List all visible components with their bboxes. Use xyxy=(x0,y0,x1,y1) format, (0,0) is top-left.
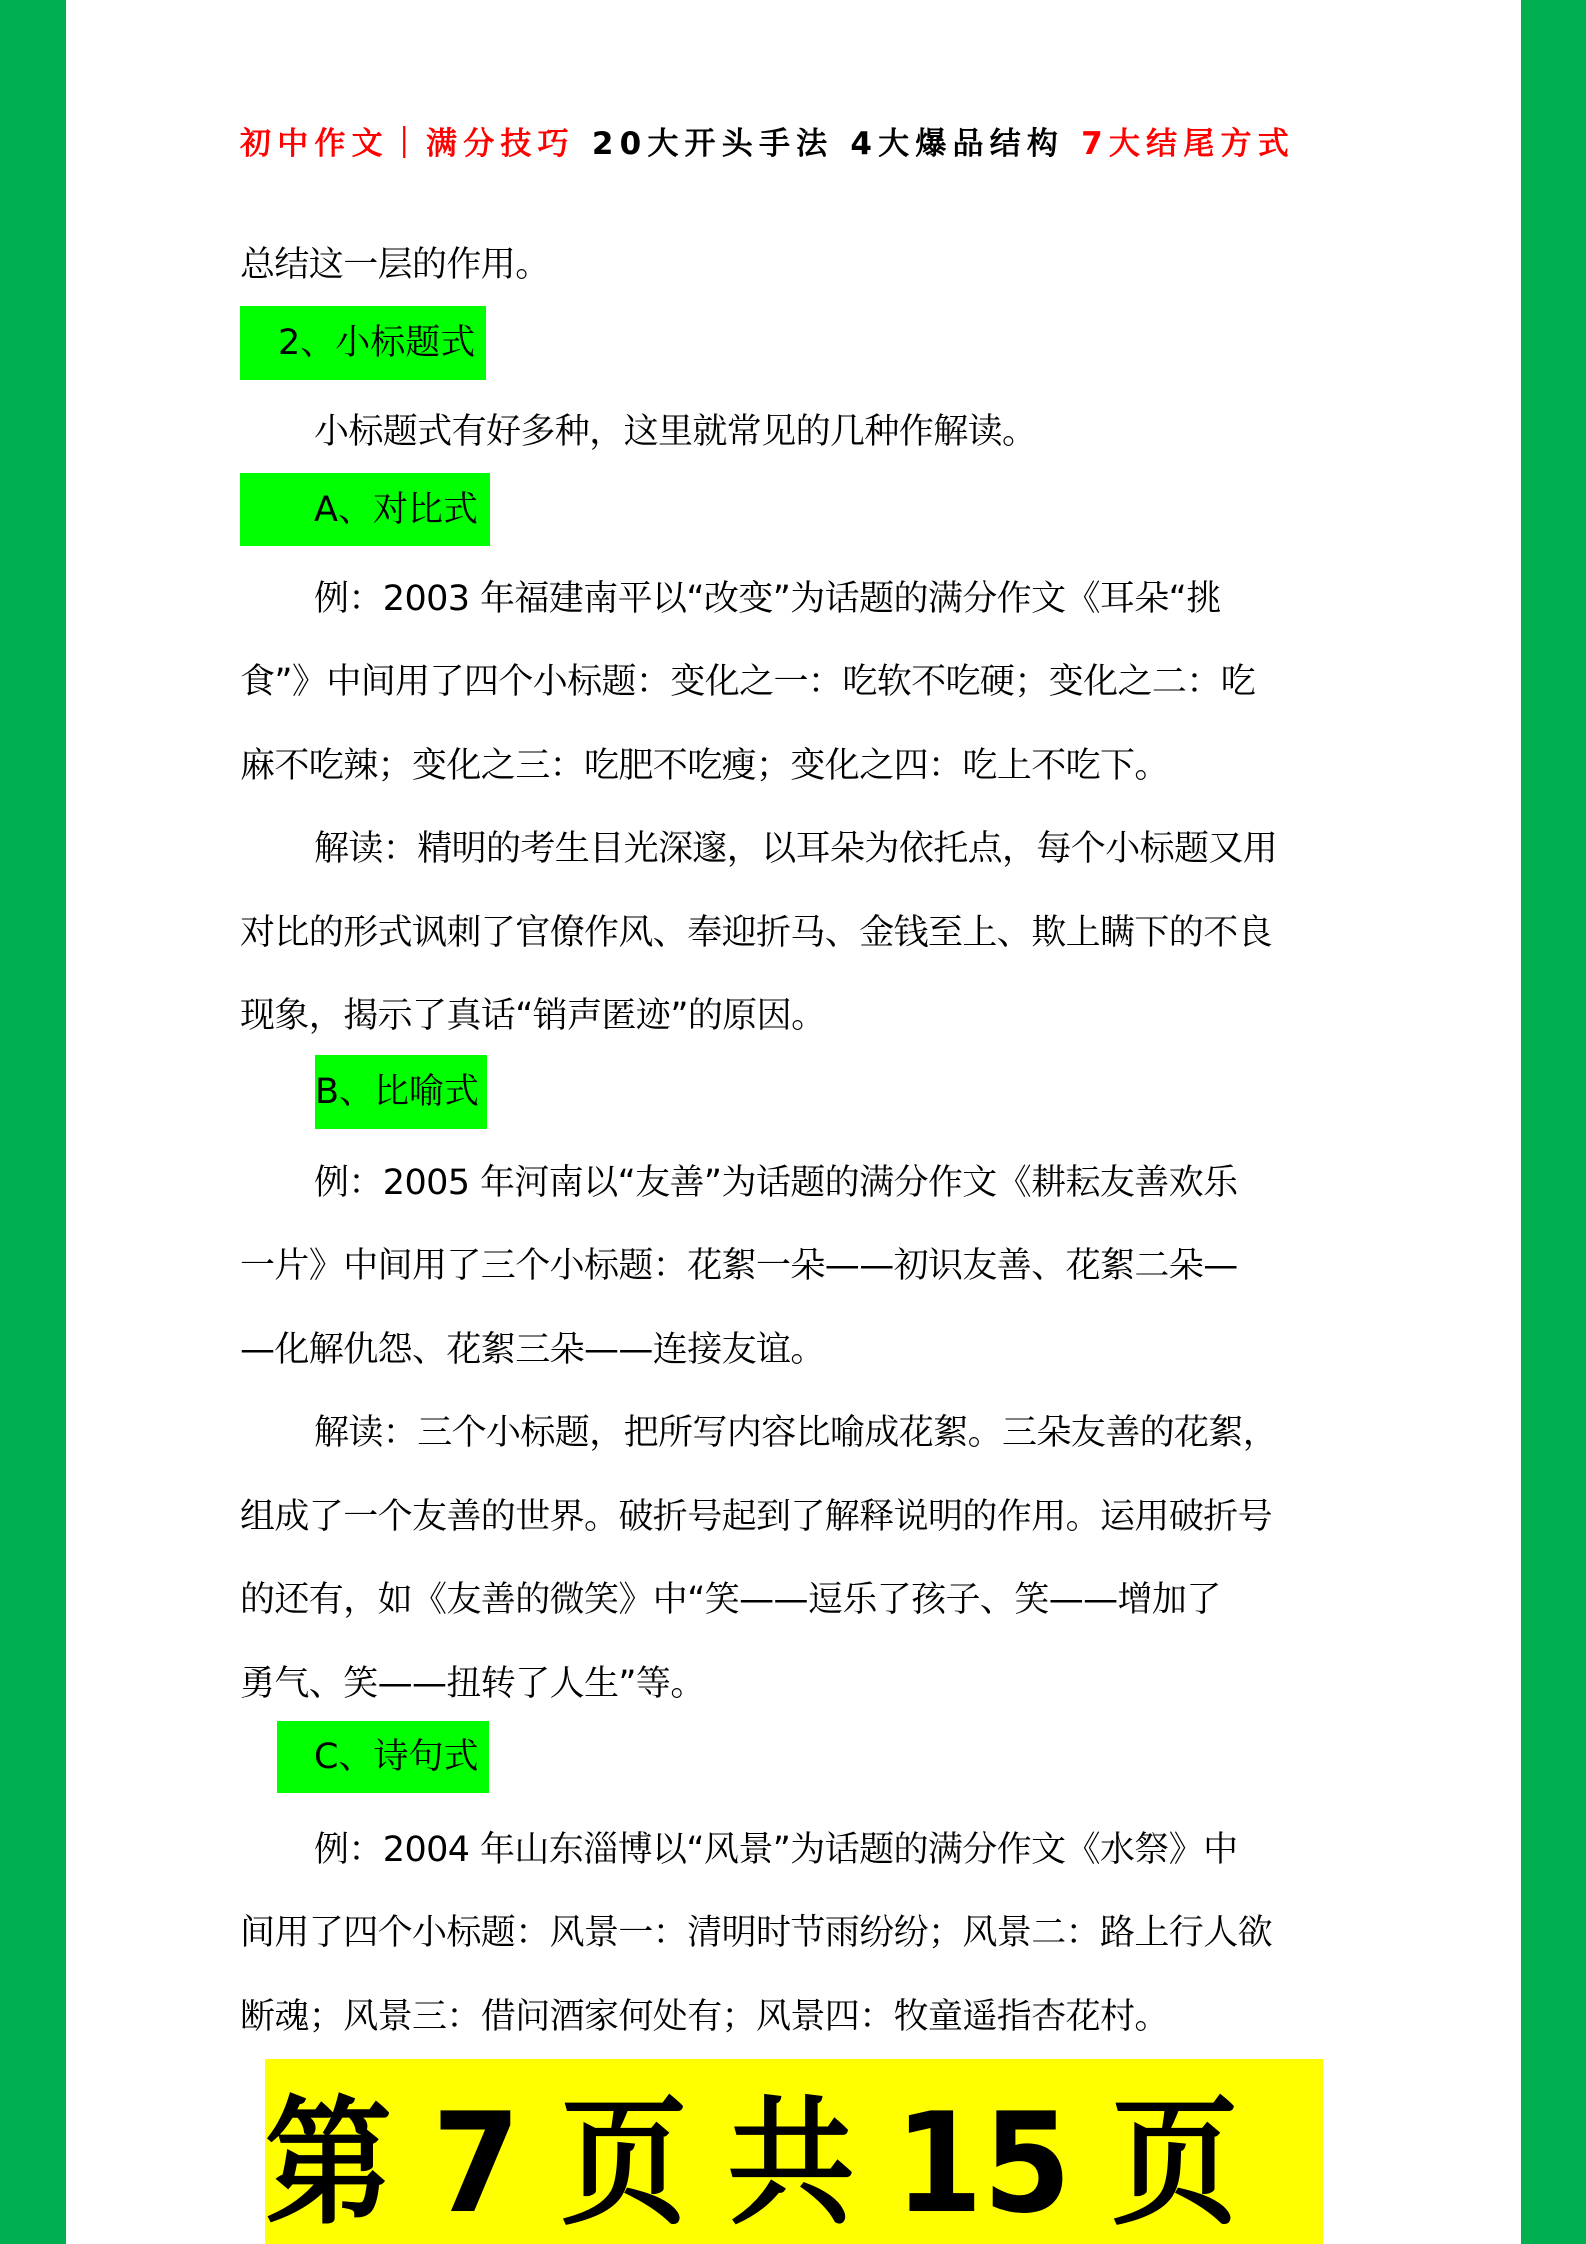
section-heading-c: C、诗句式 xyxy=(277,1721,489,1793)
paragraph-line: 解读：精明的考生目光深邃，以耳朵为依托点，每个小标题又用 xyxy=(314,829,1278,869)
paragraph-line: 麻不吃辣；变化之三：吃肥不吃瘦；变化之四：吃上不吃下。 xyxy=(240,746,1169,786)
page-indicator xyxy=(265,2059,1323,2244)
paragraph-line: 食”》中间用了四个小标题：变化之一：吃软不吃硬；变化之二：吃 xyxy=(240,662,1256,702)
paragraph-line: 对比的形式讽刺了官僚作风、奉迎折马、金钱至上、欺上瞒下的不良 xyxy=(240,913,1273,953)
paragraph-line: 间用了四个小标题：风景一：清明时节雨纷纷；风景二：路上行人欲 xyxy=(240,1913,1273,1953)
paragraph-line: 一片》中间用了三个小标题：花絮一朵——初识友善、花絮二朵— xyxy=(240,1246,1238,1286)
page-indicator-text xyxy=(265,2083,1239,2244)
header-title-black: 20大开头手法 4大爆品结构 xyxy=(591,126,1065,162)
paragraph-line: —化解仇怨、花絮三朵——连接友谊。 xyxy=(240,1330,825,1370)
paragraph-line: 总结这一层的作用。 xyxy=(240,245,550,285)
section-heading-2: 2、小标题式 xyxy=(240,306,486,380)
section-heading-b: B、比喻式 xyxy=(315,1055,487,1129)
paragraph-line: 断魂；风景三：借问酒家何处有；风景四：牧童遥指杏花村。 xyxy=(240,1997,1169,2037)
paragraph-line: 例：2005 年河南以“友善”为话题的满分作文《耕耘友善欢乐 xyxy=(314,1163,1238,1203)
page-indicator-unit: 页 xyxy=(560,2083,688,2244)
header-title-red-end: 7大结尾方式 xyxy=(1081,126,1295,162)
paragraph-line: 勇气、笑——扭转了人生”等。 xyxy=(240,1664,705,1704)
paragraph-line: 现象，揭示了真话“销声匿迹”的原因。 xyxy=(240,996,826,1036)
page-indicator-unit-end: 页 xyxy=(1111,2083,1239,2244)
paragraph-line: 组成了一个友善的世界。破折号起到了解释说明的作用。运用破折号 xyxy=(240,1497,1273,1537)
page-current-number: 7 xyxy=(432,2083,521,2244)
paragraph-line: 小标题式有好多种，这里就常见的几种作解读。 xyxy=(314,412,1037,452)
page-indicator-total-label: 共 xyxy=(727,2083,855,2244)
paragraph-line: 的还有，如《友善的微笑》中“笑——逗乐了孩子、笑——增加了 xyxy=(240,1580,1221,1620)
header-title-red: 初中作文｜满分技巧 xyxy=(240,126,575,162)
paragraph-line: 例：2003 年福建南平以“改变”为话题的满分作文《耳朵“挑 xyxy=(314,579,1221,619)
paragraph-line: 解读：三个小标题，把所写内容比喻成花絮。三朵友善的花絮， xyxy=(314,1413,1278,1453)
page-header xyxy=(240,122,1360,166)
paragraph-line: 例：2004 年山东淄博以“风景”为话题的满分作文《水祭》中 xyxy=(314,1830,1238,1870)
page-indicator-prefix: 第 xyxy=(265,2083,392,2244)
page-total-number: 15 xyxy=(894,2083,1072,2244)
section-heading-a: A、对比式 xyxy=(240,473,490,546)
